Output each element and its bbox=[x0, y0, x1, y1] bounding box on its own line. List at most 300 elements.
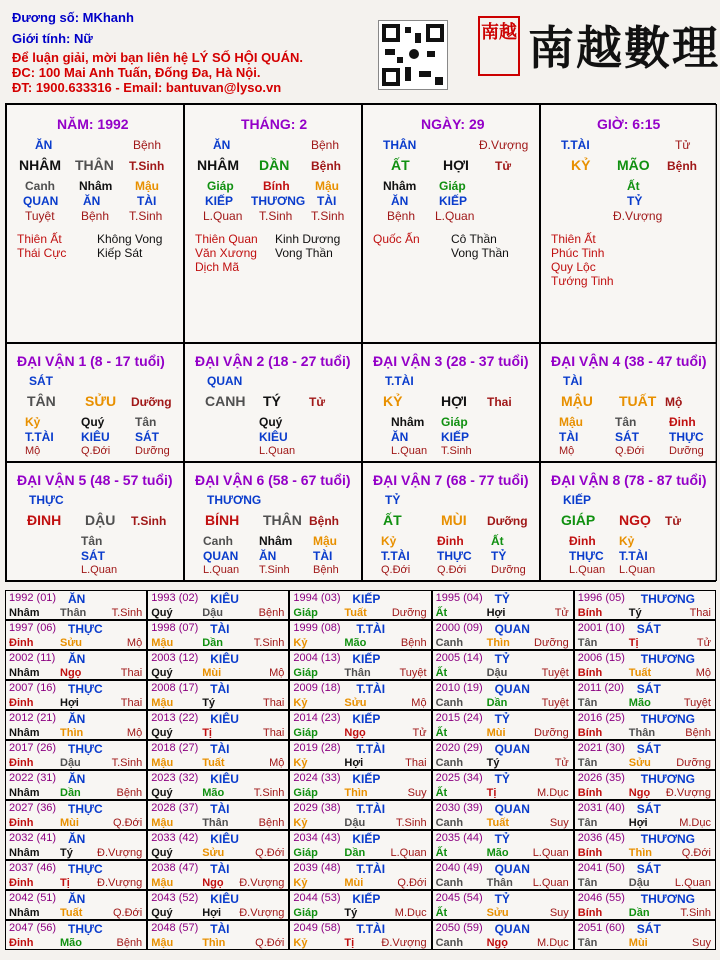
year-phase: M.Dục bbox=[537, 937, 569, 949]
hidden-god: THƯƠNG bbox=[251, 194, 306, 208]
year-phase: Thai bbox=[689, 607, 711, 619]
year-god: KIẾP bbox=[352, 892, 381, 906]
year-label: 2033 (42) bbox=[151, 832, 199, 844]
dai-van-phase: Tử bbox=[665, 514, 682, 528]
pillar-branch: THÂN bbox=[75, 157, 114, 173]
dai-van-title: ĐẠI VẬN 5 (48 - 57 tuổi) bbox=[17, 472, 173, 488]
year-stem: Mậu bbox=[151, 877, 174, 889]
hidden-god: TÀI bbox=[559, 430, 579, 444]
pillar-stem: NHÂM bbox=[197, 157, 239, 173]
year-cell bbox=[432, 770, 574, 800]
year-god: THƯƠNG bbox=[640, 832, 695, 846]
year-branch: Sửu bbox=[344, 697, 367, 709]
year-cell bbox=[289, 800, 431, 830]
pillar-star: ĂN bbox=[213, 138, 231, 152]
pillar-star: ĂN bbox=[35, 138, 53, 152]
year-cell bbox=[289, 650, 431, 680]
year-branch: Mão bbox=[344, 637, 367, 649]
year-branch: Thân bbox=[60, 607, 87, 619]
year-cell bbox=[574, 830, 716, 860]
dai-van-8 bbox=[540, 462, 717, 581]
dai-van-branch: HỢI bbox=[441, 393, 467, 409]
dai-van-4 bbox=[540, 343, 717, 462]
year-god: THỰC bbox=[68, 682, 103, 696]
year-stem: Đinh bbox=[9, 757, 34, 769]
year-stem: Đinh bbox=[9, 637, 34, 649]
year-cell bbox=[5, 680, 147, 710]
year-phase: Suy bbox=[549, 817, 569, 829]
hidden-god: QUAN bbox=[203, 549, 239, 563]
year-god: THƯƠNG bbox=[640, 652, 695, 666]
year-cell bbox=[574, 800, 716, 830]
year-phase: Dưỡng bbox=[534, 637, 569, 649]
year-phase: L.Quan bbox=[674, 877, 711, 889]
pillar-star: THÂN bbox=[383, 138, 417, 152]
year-god: T.TÀI bbox=[356, 682, 386, 696]
year-label: 2012 (21) bbox=[9, 712, 57, 724]
dai-van-branch: THÂN bbox=[263, 512, 302, 528]
hidden-phase: L.Quan bbox=[203, 209, 243, 223]
year-phase: Thai bbox=[120, 697, 143, 709]
year-branch: Sửu bbox=[60, 637, 83, 649]
hidden-god: T.TÀI bbox=[381, 549, 410, 563]
hidden-stem: Đinh bbox=[569, 534, 596, 548]
year-god: SÁT bbox=[636, 862, 661, 876]
year-phase: Q.Đới bbox=[112, 817, 143, 829]
dai-van-1 bbox=[6, 343, 184, 462]
year-stem: Quý bbox=[151, 727, 173, 739]
year-phase: Mộ bbox=[126, 727, 143, 739]
year-branch: Mão bbox=[486, 847, 509, 859]
hidden-god: SÁT bbox=[81, 549, 105, 563]
year-branch: Thân bbox=[628, 727, 656, 739]
year-phase: Bệnh bbox=[685, 727, 711, 739]
year-branch: Thân bbox=[344, 667, 371, 679]
year-branch: Tị bbox=[60, 877, 70, 889]
hidden-god: TỶ bbox=[627, 194, 643, 208]
pillar-stem: NHÂM bbox=[19, 157, 61, 173]
year-branch: Tuất bbox=[486, 817, 509, 829]
year-branch: Dần bbox=[202, 637, 223, 649]
year-label: 2004 (13) bbox=[293, 652, 341, 664]
year-branch: Tuất bbox=[60, 907, 83, 919]
year-stem: Giáp bbox=[293, 607, 318, 619]
contact-line: Để luận giải, mời bạn liên hệ LÝ SỐ HỘI QUÁN. bbox=[12, 50, 303, 65]
year-stem: Nhâm bbox=[9, 907, 40, 919]
year-cell bbox=[432, 620, 574, 650]
year-branch: Dậu bbox=[628, 877, 650, 889]
year-cell bbox=[432, 800, 574, 830]
year-cell bbox=[432, 590, 574, 620]
dai-van-stem: ẤT bbox=[383, 512, 402, 528]
hidden-phase: Q.Đới bbox=[381, 564, 411, 576]
year-phase: T.Sinh bbox=[111, 757, 143, 769]
year-label: 2036 (45) bbox=[577, 832, 625, 844]
pillar-hour bbox=[540, 104, 717, 343]
year-cell bbox=[147, 680, 289, 710]
dai-van-phase: Dưỡng bbox=[487, 514, 528, 528]
hidden-phase: L.Quan bbox=[203, 564, 240, 576]
hidden-stem: Kỷ bbox=[381, 534, 397, 548]
address-line: ĐC: 100 Mai Anh Tuấn, Đống Đa, Hà Nội. bbox=[12, 65, 261, 80]
year-label: 2037 (46) bbox=[9, 862, 57, 874]
hidden-god: TÀI bbox=[313, 549, 333, 563]
year-cell bbox=[574, 620, 716, 650]
year-branch: Tý bbox=[202, 697, 216, 709]
year-god: ĂN bbox=[68, 772, 86, 786]
year-branch: Dần bbox=[628, 907, 650, 919]
year-stem: Mậu bbox=[151, 757, 174, 769]
year-phase: Thai bbox=[120, 667, 143, 679]
year-cell bbox=[147, 620, 289, 650]
year-phase: Mộ bbox=[269, 757, 285, 769]
year-god: TỶ bbox=[494, 652, 510, 666]
year-god: TÀI bbox=[210, 742, 230, 756]
year-stem: Kỷ bbox=[293, 757, 308, 769]
year-cell bbox=[574, 770, 716, 800]
dai-van-branch: MÙI bbox=[441, 512, 467, 528]
year-phase: Q.Đới bbox=[681, 847, 711, 859]
year-stem: Nhâm bbox=[9, 607, 40, 619]
year-god: TỶ bbox=[494, 712, 510, 726]
year-branch: Dậu bbox=[486, 667, 508, 679]
dai-van-7 bbox=[362, 462, 540, 581]
year-label: 2040 (49) bbox=[435, 862, 483, 874]
year-phase: Tử bbox=[554, 607, 569, 619]
shensha-item: Dịch Mã bbox=[195, 260, 240, 274]
year-phase: T.Sinh bbox=[680, 907, 711, 919]
year-stem: Tân bbox=[577, 697, 598, 709]
year-label: 1997 (06) bbox=[9, 622, 57, 634]
year-god: KIẾP bbox=[352, 772, 381, 786]
pillar-phase: T.Sinh bbox=[129, 159, 165, 173]
year-branch: Sửu bbox=[486, 907, 509, 919]
year-phase: Đ.Vượng bbox=[381, 937, 427, 949]
year-phase: L.Quan bbox=[390, 847, 427, 859]
year-cell bbox=[574, 650, 716, 680]
year-phase: Tử bbox=[412, 727, 427, 739]
year-branch: Thân bbox=[202, 817, 229, 829]
hidden-god: KIẾP bbox=[205, 194, 234, 208]
hidden-god: T.TÀI bbox=[25, 430, 54, 444]
pillar-star: T.TÀI bbox=[561, 138, 590, 152]
year-phase: Thai bbox=[405, 757, 427, 769]
year-god: KIÊU bbox=[210, 772, 239, 786]
year-stem: Tân bbox=[577, 637, 598, 649]
hidden-stem: Ất bbox=[627, 179, 640, 193]
dai-van-god: THƯƠNG bbox=[207, 493, 262, 507]
hidden-phase: Bệnh bbox=[387, 209, 416, 223]
year-label: 2043 (52) bbox=[151, 892, 199, 904]
year-label: 1993 (02) bbox=[151, 592, 199, 604]
year-label: 2044 (53) bbox=[293, 892, 341, 904]
year-label: 2030 (39) bbox=[435, 802, 483, 814]
year-label: 2027 (36) bbox=[9, 802, 57, 814]
year-stem: Kỷ bbox=[293, 637, 308, 649]
year-god: KIÊU bbox=[210, 832, 239, 846]
year-label: 2023 (32) bbox=[151, 772, 199, 784]
year-label: 2006 (15) bbox=[577, 652, 625, 664]
year-label: 1998 (07) bbox=[151, 622, 199, 634]
hidden-stem: Kỷ bbox=[619, 534, 635, 548]
year-phase: Đ.Vượng bbox=[239, 907, 285, 919]
dai-van-stem: CANH bbox=[205, 393, 246, 409]
pillar-phase: Tử bbox=[495, 159, 512, 173]
pillar-title: NGÀY: 29 bbox=[421, 116, 485, 132]
year-stem: Kỷ bbox=[293, 817, 308, 829]
year-cell bbox=[289, 620, 431, 650]
hidden-stem: Mậu bbox=[135, 179, 159, 193]
year-god: KIẾP bbox=[352, 712, 381, 726]
year-label: 2018 (27) bbox=[151, 742, 199, 754]
hidden-phase: L.Quan bbox=[435, 209, 475, 223]
year-cell bbox=[574, 710, 716, 740]
year-stem: Ất bbox=[435, 727, 448, 739]
year-god: TÀI bbox=[210, 682, 230, 696]
year-phase: Đ.Vượng bbox=[665, 787, 711, 799]
year-stem: Giáp bbox=[293, 907, 318, 919]
dai-van-branch: TÝ bbox=[263, 393, 281, 409]
year-stem: Giáp bbox=[293, 667, 318, 679]
year-god: THỰC bbox=[68, 622, 103, 636]
dai-van-3 bbox=[362, 343, 540, 462]
shensha-item: Không Vong bbox=[97, 232, 163, 246]
hidden-phase: T.Sinh bbox=[259, 564, 290, 576]
year-god: THƯƠNG bbox=[640, 772, 695, 786]
header bbox=[0, 0, 720, 100]
pillar-phase-top: Bệnh bbox=[133, 138, 162, 152]
hidden-phase: Dưỡng bbox=[135, 445, 170, 457]
year-branch: Mùi bbox=[202, 667, 222, 679]
dai-van-phase: Dưỡng bbox=[131, 395, 172, 409]
hidden-phase: Bệnh bbox=[313, 564, 339, 576]
year-phase: Tuyệt bbox=[683, 697, 711, 709]
gender-line: Giới tính: Nữ bbox=[12, 31, 93, 46]
pillar-stem: KỶ bbox=[571, 157, 591, 173]
hidden-god: TỶ bbox=[491, 549, 507, 563]
year-stem: Nhâm bbox=[9, 787, 40, 799]
year-god: ĂN bbox=[68, 712, 86, 726]
year-phase: Bệnh bbox=[258, 817, 285, 829]
year-label: 2031 (40) bbox=[577, 802, 625, 814]
dai-van-title: ĐẠI VẬN 8 (78 - 87 tuổi) bbox=[551, 472, 707, 488]
year-god: ĂN bbox=[68, 892, 86, 906]
year-phase: T.Sinh bbox=[253, 787, 285, 799]
year-label: 1994 (03) bbox=[293, 592, 341, 604]
year-branch: Thìn bbox=[344, 787, 368, 799]
year-branch: Mão bbox=[628, 697, 651, 709]
hidden-phase: Q.Đới bbox=[615, 445, 645, 457]
year-phase: Mộ bbox=[411, 697, 427, 709]
year-god: TÀI bbox=[210, 922, 230, 936]
year-god: KIẾP bbox=[352, 592, 381, 606]
chart-grid bbox=[5, 103, 716, 582]
pillar-year bbox=[6, 104, 184, 343]
year-branch: Mùi bbox=[60, 817, 79, 829]
year-cell bbox=[289, 860, 431, 890]
hidden-stem: Đinh bbox=[669, 415, 696, 429]
hidden-stem: Bính bbox=[263, 179, 290, 193]
year-phase: M.Dục bbox=[537, 787, 569, 799]
year-phase: Q.Đới bbox=[112, 907, 143, 919]
year-label: 2001 (10) bbox=[577, 622, 625, 634]
year-branch: Thìn bbox=[486, 637, 510, 649]
year-phase: Mộ bbox=[126, 637, 143, 649]
year-branch: Tị bbox=[202, 727, 212, 739]
year-stem: Ất bbox=[435, 787, 448, 799]
dai-van-branch: SỬU bbox=[85, 393, 117, 409]
year-stem: Mậu bbox=[151, 937, 174, 949]
year-branch: Ngọ bbox=[344, 727, 366, 739]
year-god: QUAN bbox=[494, 922, 530, 936]
year-stem: Bính bbox=[577, 607, 603, 619]
year-branch: Hợi bbox=[202, 907, 222, 919]
year-label: 2034 (43) bbox=[293, 832, 341, 844]
dai-van-god: T.TÀI bbox=[385, 374, 414, 388]
dai-van-title: ĐẠI VẬN 3 (28 - 37 tuổi) bbox=[373, 353, 529, 369]
year-phase: Q.Đới bbox=[397, 877, 427, 889]
year-stem: Giáp bbox=[293, 847, 318, 859]
year-cell bbox=[147, 770, 289, 800]
year-god: ĂN bbox=[68, 832, 86, 846]
year-stem: Đinh bbox=[9, 697, 34, 709]
year-god: KIÊU bbox=[210, 892, 239, 906]
year-god: KIẾP bbox=[352, 832, 381, 846]
shensha-item: Văn Xương bbox=[195, 246, 257, 260]
shensha-item: Thiên Quan bbox=[195, 232, 258, 246]
year-god: QUAN bbox=[494, 682, 530, 696]
year-god: T.TÀI bbox=[356, 622, 386, 636]
year-branch: Dần bbox=[344, 847, 366, 859]
year-label: 2041 (50) bbox=[577, 862, 625, 874]
hidden-stem: Quý bbox=[259, 415, 283, 429]
hidden-phase: Dưỡng bbox=[491, 564, 526, 576]
hidden-stem: Canh bbox=[203, 534, 233, 548]
year-god: QUAN bbox=[494, 622, 530, 636]
year-cell bbox=[574, 590, 716, 620]
year-cell bbox=[432, 860, 574, 890]
year-cell bbox=[5, 890, 147, 920]
hidden-god: QUAN bbox=[23, 194, 59, 208]
dai-van-god: THỰC bbox=[29, 493, 64, 507]
year-cell bbox=[147, 830, 289, 860]
year-label: 2002 (11) bbox=[9, 652, 56, 664]
year-stem: Tân bbox=[577, 877, 598, 889]
year-phase: Suy bbox=[549, 907, 569, 919]
year-god: QUAN bbox=[494, 742, 530, 756]
year-label: 2015 (24) bbox=[435, 712, 483, 724]
shensha-item: Phúc Tinh bbox=[551, 246, 605, 260]
year-god: SÁT bbox=[636, 622, 661, 636]
year-phase: M.Dục bbox=[394, 907, 427, 919]
year-cell bbox=[147, 890, 289, 920]
year-phase: Mộ bbox=[695, 667, 711, 679]
year-stem: Canh bbox=[435, 637, 464, 649]
dai-van-god: TÀI bbox=[563, 374, 583, 388]
shensha-item: Vong Thần bbox=[451, 246, 509, 260]
year-branch: Thân bbox=[486, 877, 513, 889]
phone-line[interactable]: ĐT: 1900.633316 - Email: bantuvan@lyso.vn bbox=[12, 80, 282, 95]
pillar-day bbox=[362, 104, 540, 343]
year-cell bbox=[574, 890, 716, 920]
year-stem: Mậu bbox=[151, 637, 174, 649]
year-stem: Canh bbox=[435, 817, 464, 829]
hidden-stem: Mậu bbox=[313, 534, 337, 548]
seal-stamp: 南越 bbox=[478, 16, 520, 76]
year-god: THỰC bbox=[68, 862, 103, 876]
shensha-item: Vong Thần bbox=[275, 246, 333, 260]
year-god: T.TÀI bbox=[356, 742, 386, 756]
shensha-item: Tướng Tinh bbox=[551, 274, 614, 288]
year-stem: Ất bbox=[435, 607, 448, 619]
hidden-phase: T.Sinh bbox=[441, 445, 472, 457]
year-stem: Mậu bbox=[151, 817, 174, 829]
year-label: 2003 (12) bbox=[151, 652, 199, 664]
year-god: THỰC bbox=[68, 802, 103, 816]
year-cell bbox=[574, 920, 716, 950]
year-god: TỶ bbox=[494, 592, 510, 606]
pillar-stem: ẤT bbox=[391, 157, 410, 173]
hidden-stem: Mậu bbox=[559, 415, 583, 429]
year-phase: T.Sinh bbox=[396, 817, 427, 829]
hidden-god: THỰC bbox=[437, 549, 472, 563]
year-phase: Mộ bbox=[269, 667, 285, 679]
year-label: 2045 (54) bbox=[435, 892, 483, 904]
hidden-phase: Dưỡng bbox=[669, 445, 704, 457]
year-cell bbox=[432, 920, 574, 950]
shensha-item: Thái Cực bbox=[17, 246, 67, 260]
year-stem: Bính bbox=[577, 667, 603, 679]
year-label: 2010 (19) bbox=[435, 682, 483, 694]
year-label: 2005 (14) bbox=[435, 652, 483, 664]
year-phase: Tử bbox=[554, 757, 569, 769]
year-phase: Tử bbox=[696, 637, 711, 649]
year-stem: Ất bbox=[435, 907, 448, 919]
hidden-stem: Nhâm bbox=[391, 415, 425, 429]
pillar-branch: DẦN bbox=[259, 157, 290, 173]
pillar-phase: Bệnh bbox=[311, 159, 341, 173]
year-stem: Canh bbox=[435, 757, 464, 769]
year-cell bbox=[147, 590, 289, 620]
year-branch: Tý bbox=[344, 907, 358, 919]
year-god: T.TÀI bbox=[356, 802, 386, 816]
year-stem: Quý bbox=[151, 667, 173, 679]
year-stem: Bính bbox=[577, 727, 603, 739]
year-phase: Tuyệt bbox=[399, 667, 427, 679]
year-stem: Canh bbox=[435, 937, 464, 949]
year-branch: Hợi bbox=[628, 817, 648, 829]
year-label: 2007 (16) bbox=[9, 682, 57, 694]
year-branch: Hợi bbox=[486, 607, 506, 619]
year-stem: Ất bbox=[435, 667, 448, 679]
dai-van-branch: TUẤT bbox=[619, 393, 657, 409]
name-line: Đương số: MKhanh bbox=[12, 10, 134, 25]
dai-van-stem: GIÁP bbox=[561, 512, 596, 528]
year-branch: Sửu bbox=[202, 847, 225, 859]
year-label: 2016 (25) bbox=[577, 712, 625, 724]
dai-van-stem: TÂN bbox=[27, 393, 56, 409]
hidden-god: THỰC bbox=[669, 430, 704, 444]
year-label: 1992 (01) bbox=[9, 592, 57, 604]
year-god: SÁT bbox=[636, 742, 661, 756]
year-stem: Kỷ bbox=[293, 877, 308, 889]
year-stem: Quý bbox=[151, 847, 173, 859]
year-branch: Dần bbox=[486, 697, 508, 709]
year-god: THỰC bbox=[68, 742, 103, 756]
year-phase: Đ.Vượng bbox=[239, 877, 285, 889]
dai-van-god: TỶ bbox=[385, 493, 401, 507]
dai-van-phase: T.Sinh bbox=[131, 514, 167, 528]
